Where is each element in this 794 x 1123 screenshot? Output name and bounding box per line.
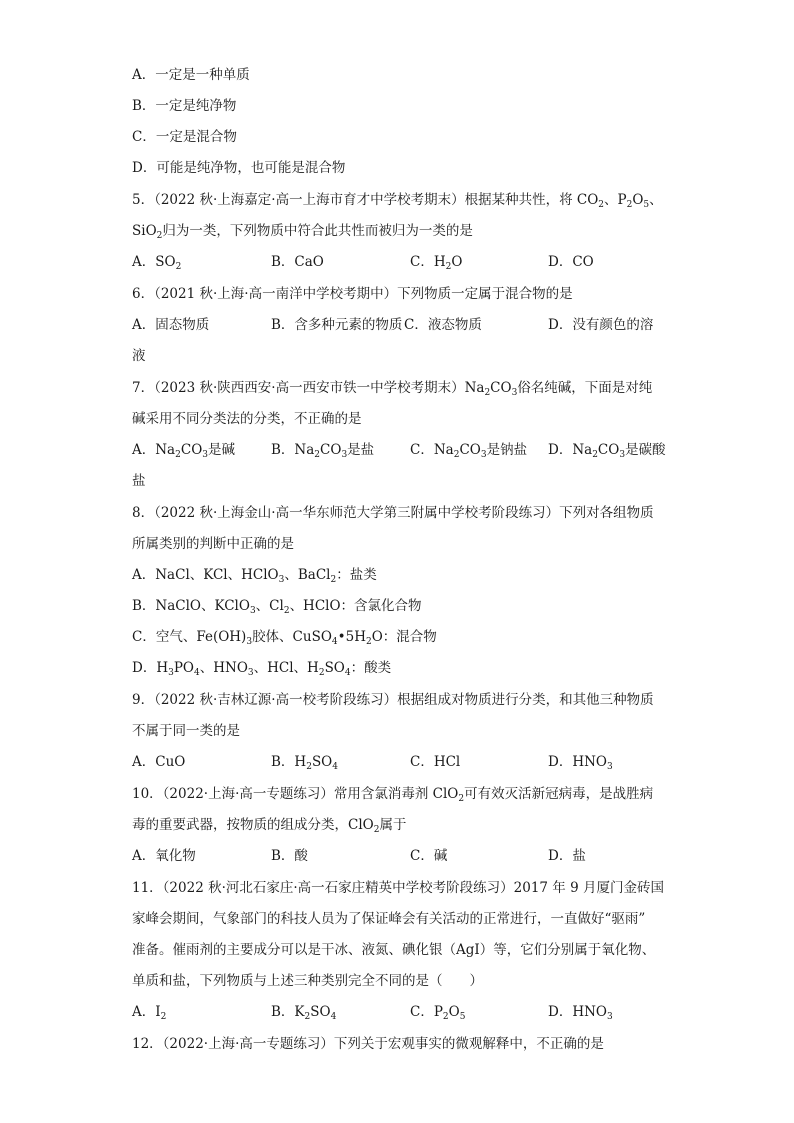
q5-option-d: D．CO [548,254,594,270]
q11-stem-line4: 单质和盐，下列物质与上述三种类别完全不同的是（ ） [132,973,483,989]
q10-option-d: D．盐 [548,848,586,864]
q7-option-d: D．$Na_2CO_3$是碳酸 [548,442,666,460]
q9-option-a: A．CuO [132,754,186,770]
q6-option-d: D．没有颜色的溶 [548,317,654,333]
q5-option-c: C．$H_2O$ [410,254,463,272]
q11-options [132,1002,732,1022]
q5-option-b: B．CaO [271,254,324,270]
q11-option-b: B．$K_2SO_4$ [271,1004,337,1022]
q8-option-d: D．$H_3PO_4$、$HNO_3$、HCl、$H_2SO_4$：酸类 [132,660,392,678]
q10-options [132,846,732,866]
q9-options [132,752,732,772]
q5-option-a: A．$SO_2$ [132,254,182,272]
q6-option-b: B．含多种元素的物质 [271,317,403,333]
q9-stem-line1: 9．（2022 秋·吉林辽源·高一校考阶段练习）根据组成对物质进行分类，和其他三种物质 [132,692,654,708]
q8-option-c: C．空气、$Fe(OH)_3$胶体、$CuSO_4•5H_2O$：混合物 [132,629,437,647]
q6-option-a: A．固态物质 [132,317,210,333]
q11-option-d: D．$HNO_3$ [548,1004,613,1022]
q8-option-b: B．NaClO、KClO$_3$、$Cl_2$、HClO：含氯化合物 [132,598,422,616]
q4-option-a: A．一定是一种单质 [132,67,250,83]
q12-stem: 12．（2022·上海·高一专题练习）下列关于宏观事实的微观解释中，不正确的是 [132,1036,604,1052]
q11-stem-line3: 准备。催雨剂的主要成分可以是干冰、液氮、碘化银（AgI）等，它们分别属于氧化物、 [132,942,656,958]
q5-options [132,252,732,272]
q9-option-b: B．$H_2SO_4$ [271,754,338,772]
q7-stem-line1: 7．（2023 秋·陕西西安·高一西安市铁一中学校考期末）$Na_2CO_3$俗名纯碱，下面是对纯 [132,380,653,398]
q11-stem-line1: 11．（2022 秋·河北石家庄·高一石家庄精英中学校考阶段练习）2017 年 9 月厦门金砖国 [132,880,664,896]
q10-option-b: B．酸 [271,848,308,864]
q6-option-d-wrap: 液 [132,348,146,364]
q9-option-c: C．HCl [410,754,461,770]
q9-option-d: D．$HNO_3$ [548,754,613,772]
q6-stem: 6．（2021 秋·上海·高一南洋中学校考期中）下列物质一定属于混合物的是 [132,286,573,302]
q7-options [132,440,732,460]
q4-option-b: B．一定是纯净物 [132,98,237,114]
q7-option-d-wrap: 盐 [132,473,146,489]
q7-stem-line2: 碱采用不同分类法的分类，不正确的是 [132,411,362,427]
q10-stem-line1: 10．（2022·上海·高一专题练习）常用含氯消毒剂 ClO$_2$可有效灭活新冠病毒，是战胜病 [132,786,654,804]
q8-stem-line2: 所属类别的判断中正确的是 [132,536,294,552]
q10-option-a: A．氧化物 [132,848,196,864]
q4-option-d: D．可能是纯净物，也可能是混合物 [132,160,346,176]
q9-stem-line2: 不属于同一类的是 [132,723,240,739]
q6-options [132,315,732,335]
q11-stem-line2: 家峰会期间，气象部门的科技人员为了保证峰会有关活动的正常进行，一直做好“驱雨” [132,911,646,927]
q4-option-c: C．一定是混合物 [132,129,237,145]
q8-stem-line1: 8．（2022 秋·上海金山·高一华东师范大学第三附属中学校考阶段练习）下列对各组物质 [132,505,654,521]
q5-stem-line1: 5．（2022 秋·上海嘉定·高一上海市育才中学校考期末）根据某种共性，将 $CO_2$、$P_2O_5$、 [132,192,663,210]
q10-option-c: C．碱 [410,848,448,864]
q11-option-c: C．$P_2O_5$ [410,1004,466,1022]
q10-stem-line2: 毒的重要武器，按物质的组成分类，ClO$_2$属于 [132,817,407,835]
q7-option-c: C．$Na_2CO_3$是钠盐 [410,442,528,460]
q7-option-a: A．$Na_2CO_3$是碱 [132,442,235,460]
q11-option-a: A．$I_2$ [132,1004,167,1022]
q8-option-a: A．NaCl、KCl、HClO$_3$、BaCl$_2$：盐类 [132,567,377,585]
q6-option-c: C．液态物质 [404,317,482,333]
q5-stem-line2: SiO$_2$归为一类，下列物质中符合此共性而被归为一类的是 [132,223,473,241]
q7-option-b: B．$Na_2CO_3$是盐 [271,442,375,460]
